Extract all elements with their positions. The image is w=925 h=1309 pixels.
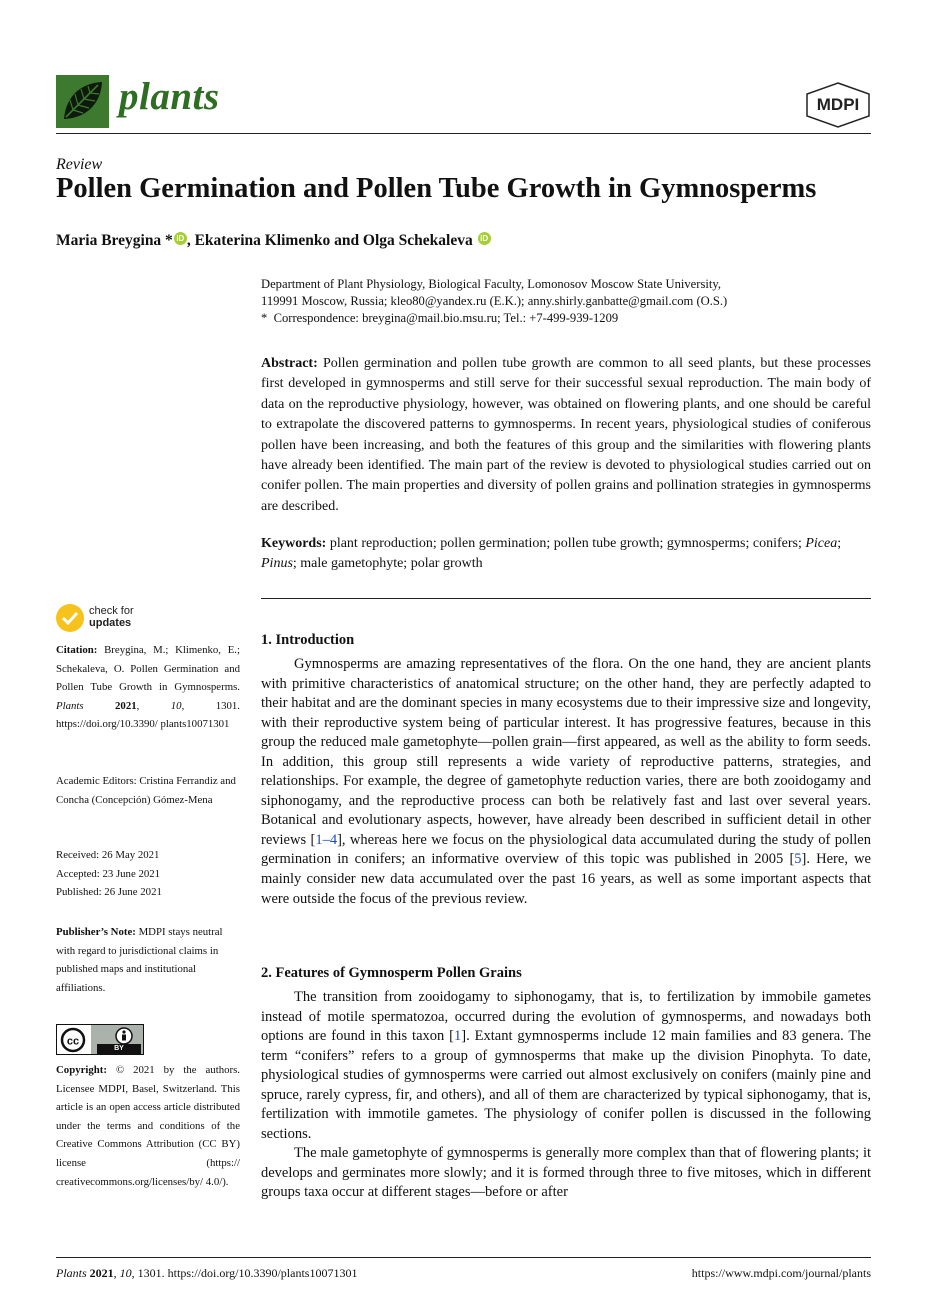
journal-name[interactable]: plants — [119, 75, 220, 118]
cc-by-license-badge[interactable] — [56, 1024, 144, 1055]
correspondence-text: Correspondence: breygina@mail.bio.msu.ru; Tel.: +7-499-939-1209 — [273, 311, 619, 325]
citation-doi[interactable]: , 1301. https://doi.org/10.3390/ plants10071301 — [56, 699, 240, 731]
footer-doi[interactable]: , 1301. https://doi.org/10.3390/plants10071301 — [131, 1266, 358, 1280]
cc-by-label: BY — [97, 1044, 141, 1054]
published-date: Published: 26 June 2021 — [56, 886, 162, 899]
svg-text:cc: cc — [66, 1035, 80, 1048]
publisher-logo[interactable] — [803, 82, 873, 128]
paragraph-text: ]. Extant gymnosperms include 12 main families and 83 genera. The term “conifers” refers to a group of gymnosperms that make up the division Pinophyta. To date, physiological studies of gymnosperms were carried out almost exclusively on conifers (mainly pine and spruce, rarely cypress, fir, and others), and all of them are characterized by typical siphonogamy, that is, fertilization with immotile gametes. The physiology of conifer pollen is discussed in the following sections. — [261, 1028, 871, 1142]
author-name: Maria Breygina * — [56, 232, 173, 249]
publisher-note-label: Publisher’s Note: — [56, 926, 136, 938]
citation-text: Breygina, M.; Klimenko, E.; Schekaleva, O. Pollen Germination and Pollen Tube Growth in Gymnosperms. — [56, 644, 240, 694]
leaf-icon — [56, 75, 109, 128]
paragraph-text: The male gametophyte of gymnosperms is generally more complex than that of flowering plants; it develops and germinates more slowly; and it is formed through three to five mitoses, which in different groups taxa occur at different stages—before or after — [261, 1145, 871, 1201]
abstract — [261, 354, 871, 517]
keyword-picea: Picea — [805, 536, 838, 551]
citation-label: Citation: — [56, 644, 98, 656]
keywords-text: plant reproduction; pollen germination; pollen tube growth; gymnosperms; conifers; — [329, 536, 802, 551]
paragraph-text: The transition from zooidogamy to siphonogamy, that is, to fertilization by immobile gametes instead of motile spermatozoa, occurred during the evolution of gymnosperms, and nowadays both options are found in this taxon [ — [261, 989, 871, 1045]
footer-citation: Plants 2021, 10, 1301. https://doi.org/10.3390/plants10071301 — [56, 1266, 358, 1280]
dates-block — [56, 846, 240, 902]
abstract-text: Pollen germination and pollen tube growth are common to all seed plants, but these processes first developed in gymnosperms and still serve for their successful sexual reproduction. The main body of data on the reproductive physiology, however, was obtained on flowering plants, and one should be careful to extrapolate the discovered patterns to gymnosperms. In recent years, physiological studies of coniferous pollen have been increasing, and both the features of this group and the similarities with flowering plants have already been identified. The main part of the review is devoted to physiological studies carried out on conifer pollen. The main properties and diversity of pollen grains and pollination strategies in gymnosperms are described. — [261, 356, 871, 514]
copyright-label: Copyright: — [56, 1064, 107, 1076]
keywords-text: ; male gametophyte; polar growth — [292, 556, 483, 572]
citation-volume: 10 — [170, 699, 182, 712]
section-heading-features: 2. Features of Gymnosperm Pollen Grains — [261, 965, 522, 981]
orcid-icon[interactable]: iD — [478, 232, 491, 245]
paragraph-text: Gymnosperms are amazing representatives of the flora. On the one hand, they are ancient plants with primitive characteristics of anatomical structure; on the other hand, they are perfectly adapted to their habitat and are the dominant species in many ecosystems due to their impressive size and longevity, with their reproductive system being of particular interest. It has progressive features, because in this group the reduced male gametophyte—pollen grain—first appeared, as well as the ability to form seeds. In addition, this group still represents a wide variety of reproductive patterns, strategies, and relationships. For example, the degree of gametophyte reduction varies, there are both zooidogamy and siphonogamy, and the reproductive process can both be relatively fast and last over several years. Botanical and evolutionary aspects, however, have already been described in sufficient detail in other reviews [ — [261, 656, 871, 848]
accepted-date: Accepted: 23 June 2021 — [56, 867, 161, 880]
paragraph-text: ], whereas here we focus on the physiological data accumulated during the study of pollen germination in conifers; an informative overview of this topic was published in 2005 [ — [261, 831, 871, 868]
received-date: Received: 26 May 2021 — [56, 849, 160, 861]
reference-link[interactable]: 1–4 — [315, 831, 338, 848]
abstract-label: Abstract: — [261, 356, 318, 371]
citation-block: Citation: Breygina, M.; Klimenko, E.; Schekaleva, O. Pollen Germination and Pollen Tube Growth in Gymnosperms. Plants 2021, 10, 1301. https://doi.org/10.3390/ plants10071301 — [56, 644, 240, 731]
keyword-pinus: Pinus — [261, 556, 293, 572]
academic-editors: Academic Editors: Cristina Ferrandiz and Concha (Concepción) Gómez-Mena — [56, 775, 236, 806]
footer-volume: 10 — [119, 1266, 132, 1280]
correspondence — [261, 310, 871, 327]
check-updates-line2: updates — [89, 616, 132, 629]
features-paragraphs — [261, 988, 871, 1203]
footer-journal-url[interactable]: https://www.mdpi.com/journal/plants — [691, 1266, 871, 1280]
reference-link[interactable]: 1 — [454, 1028, 462, 1045]
publisher-logo-text: MDPI — [816, 95, 860, 114]
affiliation-line: Department of Plant Physiology, Biological Faculty, Lomonosov Moscow State University, — [261, 277, 721, 291]
check-updates-link[interactable] — [89, 606, 134, 629]
copyright-text: © 2021 by the authors. Licensee MDPI, Basel, Switzerland. This article is an open access article distributed under the terms and conditions of the Creative Commons Attribution (CC BY) license (https:// creativecommons.org/licenses/by/ 4.0/). — [56, 1064, 240, 1188]
introduction-paragraph — [261, 655, 871, 909]
copyright-block — [56, 1061, 240, 1191]
footer-year: 2021 — [89, 1266, 114, 1280]
keywords-label: Keywords: — [261, 536, 327, 551]
check-updates-line1: check for — [89, 605, 134, 617]
orcid-icon[interactable]: iD — [174, 232, 187, 245]
section-heading-introduction: 1. Introduction — [261, 632, 355, 648]
keywords — [261, 534, 871, 575]
journal-logo — [56, 75, 109, 128]
publisher-note — [56, 923, 240, 997]
check-updates-icon[interactable] — [56, 604, 84, 632]
author-list — [56, 232, 491, 250]
paragraph-text: ]. Here, we mainly consider new data accumulated over the past 16 years, as well as some important aspects that were outside the focus of the previous review. — [261, 851, 871, 907]
abstract-rule — [261, 598, 871, 599]
affiliation-line: 119991 Moscow, Russia; kleo80@yandex.ru (E.K.); anny.shirly.ganbatte@gmail.com (O.S.) — [261, 294, 728, 308]
header-rule — [56, 133, 871, 134]
attribution-icon — [113, 1027, 135, 1045]
publisher-note-text: MDPI stays neutral with regard to jurisdictional claims in published maps and institutional affiliations. — [56, 926, 223, 994]
footer-journal: Plants — [56, 1266, 87, 1280]
page-title: Pollen Germination and Pollen Tube Growth in Gymnosperms — [56, 173, 817, 204]
keyword-sep: ; — [837, 536, 842, 551]
cc-icon — [60, 1027, 86, 1053]
citation-year: 2021 — [115, 699, 137, 712]
article-type: Review — [56, 156, 103, 173]
citation-journal: Plants — [56, 699, 84, 712]
affiliation — [261, 276, 871, 327]
author-name: , Ekaterina Klimenko and Olga Schekaleva — [186, 232, 473, 249]
footer-rule — [56, 1257, 871, 1258]
reference-link[interactable]: 5 — [794, 851, 802, 868]
correspondence-mark: * — [261, 311, 268, 325]
